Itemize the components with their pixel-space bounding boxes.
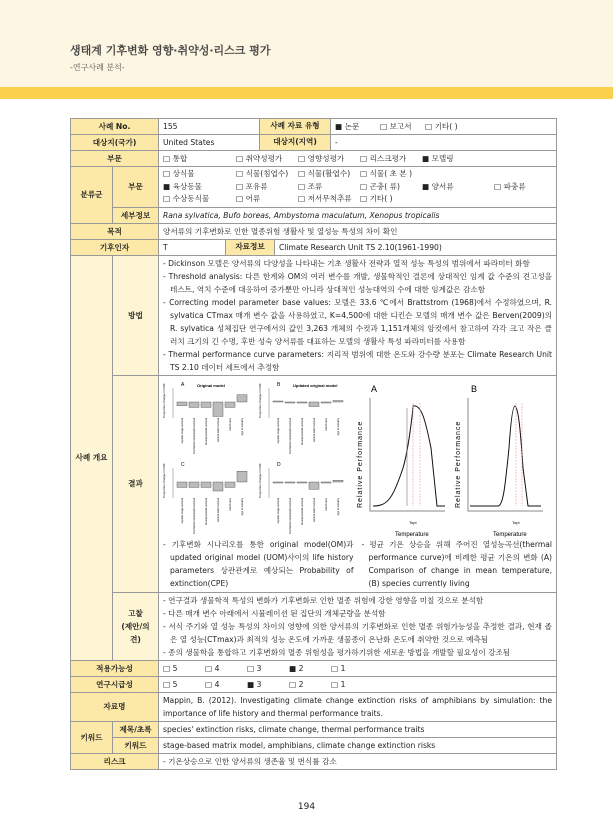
method-list bbox=[163, 257, 552, 374]
bar-tick-label: Aquatic stage survival bbox=[181, 417, 184, 443]
bar-tick-label: Overwinter metamorph survival bbox=[289, 417, 292, 454]
taxon-option: □ 식물(활엽수) bbox=[298, 169, 351, 178]
y-axis-label: Relative Performance bbox=[357, 420, 364, 508]
panel-title: Original model bbox=[197, 382, 226, 388]
discussion-list bbox=[163, 594, 552, 659]
taxon-option: □ 곤충( 류) bbox=[360, 181, 400, 191]
sector-option: □ 영향성평가 bbox=[298, 154, 345, 163]
label-taxon: 분류군 bbox=[71, 167, 113, 224]
cpe-bar-figure bbox=[161, 378, 353, 538]
case-table bbox=[70, 118, 557, 770]
method-item: - Thermal performance curve parameters: 지리적 범위에 대한 온도와 강수량 분포는 Climate Research Unit TS 2.10 데이터 세트에서 추정함 bbox=[163, 349, 552, 372]
purpose: 양서류의 기후변화로 인한 멸종위험 생활사 및 열성능 특성의 차이 확인 bbox=[159, 223, 557, 239]
method-item: - Correcting model parameter base values: 모델은 33.6 ℃에서 Brattstrom (1968)에서 수정하였으며, R. sylvatica CTmax 매개 변수 값을 사용하였고, K=4,500에 대한 디킨슨 모델의 매개 변수 값은 Berven(2009)의 R. sylvatica 성체집단 연구에서의 값인 3,263 개체의 수컷과 1,151개체의 암컷에서 참고하여 각각 크고 작은 클러치 크기의 긴 수명, 후반 성숙 양서류를 대표하는 모델의 생활사 특성 파라미터를 사용함 bbox=[163, 297, 552, 346]
cpe-bar bbox=[333, 400, 343, 401]
kw-keywords: stage-based matrix model, amphibians, climate change extinction risks bbox=[159, 737, 557, 753]
bar-tick-label: Clutch size bbox=[325, 417, 328, 431]
taxon-option: □ 저서무척추류 bbox=[298, 194, 352, 203]
page-title: 생태계 기후변화 영향·취약성·리스크 평가 bbox=[70, 44, 271, 57]
taxon-option: □ 조류 bbox=[298, 181, 323, 191]
sector-option: □ 리스크평가 bbox=[360, 154, 407, 163]
country: United States bbox=[163, 138, 215, 147]
label-country: 대상지(국가) bbox=[71, 135, 159, 151]
page-number: 194 bbox=[297, 802, 316, 812]
taxon-option: □ 파충류 bbox=[494, 181, 526, 191]
cpe-bar bbox=[273, 401, 283, 402]
bar-panel-d bbox=[258, 462, 343, 534]
panel-label: C bbox=[181, 461, 185, 468]
bar-tick-label: Age at maturity bbox=[337, 417, 340, 435]
type-option: ■ 논문 bbox=[335, 122, 360, 131]
panel-label: D bbox=[277, 461, 281, 468]
cpe-bar bbox=[201, 402, 211, 407]
cpe-bar bbox=[213, 402, 223, 416]
label-risk: 리스크 bbox=[71, 753, 159, 769]
bar-tick-label: Aquatic stage survival bbox=[277, 417, 280, 443]
label-data-info: 자료정보 bbox=[225, 240, 275, 255]
topt-label: Topt bbox=[512, 519, 520, 525]
label-climate: 기후인자 bbox=[71, 239, 159, 255]
y-axis-label: Proportion change in CPE bbox=[258, 462, 262, 498]
bar-panel-c bbox=[162, 462, 247, 534]
cpe-bar bbox=[273, 482, 283, 483]
kw-title: species' extinction risks, climate change, thermal performance traits bbox=[159, 721, 557, 737]
climate-factor: T bbox=[163, 242, 168, 252]
discussion-label: 고찰 bbox=[128, 608, 143, 618]
taxon-option: □ 수상동식물 bbox=[163, 194, 210, 203]
case-no: 155 bbox=[163, 122, 178, 131]
bar-tick-label: Annual adult survival bbox=[217, 417, 220, 442]
data-info: Climate Research Unit TS 2.10(1961-1990) bbox=[279, 242, 442, 252]
bar-tick-label: Annual adult survival bbox=[313, 417, 316, 442]
bar-panel-b bbox=[258, 382, 343, 454]
taxon-option: ■ 육상동물 bbox=[163, 181, 202, 191]
taxon-option: □ 식물( 초 본 ) bbox=[360, 169, 413, 178]
label-kw-kw: 키워드 bbox=[113, 737, 159, 753]
label-applicability: 적용가능성 bbox=[71, 660, 159, 676]
label-sector: 부문 bbox=[71, 151, 159, 167]
label-method: 방법 bbox=[113, 255, 159, 375]
y-axis-label: Proportion change in CPE bbox=[258, 382, 262, 418]
rating-option: □ 5 bbox=[163, 679, 178, 689]
y-axis-label: Proportion change in CPE bbox=[162, 462, 166, 498]
cpe-bar bbox=[177, 402, 187, 406]
bar-tick-label: Overwinter metamorph survival bbox=[193, 417, 196, 454]
bar-tick-label: Overwinter metamorph survival bbox=[193, 497, 196, 534]
label-source: 자료명 bbox=[71, 692, 159, 721]
bar-panel-a bbox=[162, 382, 247, 454]
rating-option: □ 5 bbox=[163, 663, 178, 673]
panel-label-b: B bbox=[471, 383, 478, 394]
cpe-bar bbox=[309, 482, 319, 489]
bar-tick-label: Clutch size bbox=[229, 497, 232, 511]
label-purpose: 목적 bbox=[71, 223, 159, 239]
cpe-bar bbox=[297, 402, 307, 403]
label-taxon-sector: 부문 bbox=[113, 167, 159, 208]
region: - bbox=[335, 138, 338, 147]
panel-title: Updated original model bbox=[293, 382, 338, 388]
bar-tick-label: Annual adult survival bbox=[313, 497, 316, 522]
cpe-bar bbox=[237, 394, 247, 401]
bar-tick-label: Annual juvenile survival bbox=[205, 497, 208, 525]
cpe-bar bbox=[309, 402, 319, 407]
sector-option: □ 통합 bbox=[163, 154, 188, 163]
cpe-bar bbox=[285, 402, 295, 403]
bar-tick-label: Clutch size bbox=[229, 417, 232, 431]
cpe-bar bbox=[321, 482, 331, 483]
thermal-performance-figure bbox=[353, 378, 553, 538]
taxon-option: ■ 양서류 bbox=[422, 181, 454, 191]
type-option: □ 보고서 bbox=[380, 122, 412, 131]
source: Mappin, B. (2012). Investigating climate change extinction risks of amphibians by simulation: the importance of life history and thermal performance traits. bbox=[159, 692, 557, 721]
page-subtitle: -연구사례 분석- bbox=[70, 63, 125, 72]
type-option: □ 기타( ) bbox=[425, 122, 458, 131]
cpe-bar bbox=[225, 402, 235, 407]
bar-tick-label: Clutch size bbox=[325, 497, 328, 511]
bar-tick-label: Overwinter metamorph survival bbox=[289, 497, 292, 534]
cpe-bar bbox=[297, 482, 307, 483]
cpe-bar bbox=[177, 482, 187, 487]
rating-option: □ 4 bbox=[205, 663, 220, 673]
taxon-option: □ 상식물 bbox=[163, 169, 195, 178]
header-band bbox=[0, 87, 613, 99]
result-caption-right: - 평균 기온 상승을 위해 주어진 열성능곡선(thermal performance curve)에 비례한 평균 기온의 변화 (A) Comparison of change in mean temperature, (B) species currently living bbox=[361, 539, 552, 588]
taxon-option: □ 어류 bbox=[236, 194, 261, 203]
cpe-bar bbox=[333, 480, 343, 482]
bar-tick-label: Annual adult survival bbox=[217, 497, 220, 522]
label-case-type: 사례 자료 유형 bbox=[259, 119, 331, 134]
rating-option: ■ 3 bbox=[247, 679, 262, 689]
taxon-option: □ 기타( ) bbox=[360, 194, 393, 203]
label-keywords: 키워드 bbox=[71, 721, 113, 753]
panel-label-a: A bbox=[371, 383, 378, 394]
bar-tick-label: Annual juvenile survival bbox=[301, 497, 304, 525]
discussion-item: - 다른 매개 변수 아래에서 시뮬레이션 된 집단의 개체군량을 분석함 bbox=[163, 608, 386, 618]
sector-option: □ 취약성평가 bbox=[236, 154, 283, 163]
bar-tick-label: Annual juvenile survival bbox=[205, 417, 208, 445]
y-axis-label: Relative Performance bbox=[455, 420, 462, 508]
topt-label: Topt bbox=[409, 519, 417, 525]
species-detail: Rana sylvatica, Bufo boreas, Ambystoma maculatum, Xenopus tropicalis bbox=[159, 207, 557, 223]
taxon-option: □ 식물(침엽수) bbox=[236, 169, 289, 178]
label-detail: 세부정보 bbox=[113, 207, 159, 223]
method-item: - Threshold analysis: 다른 한계와 OM의 여러 변수를 개발, 생물학적인 결론에 상대적인 임계 값 수준의 견고성을 테스트, 역치 수준에 대응하여 증가뿐만 아니라 상대적인 성능대역의 수에 대한 임계값은 감소함 bbox=[163, 271, 552, 294]
label-discussion bbox=[113, 592, 159, 660]
sector-option: ■ 모델링 bbox=[422, 154, 454, 163]
label-case-no: 사례 No. bbox=[71, 119, 159, 135]
rating-option: □ 4 bbox=[205, 679, 220, 689]
taxon-option: □ 포유류 bbox=[236, 181, 268, 191]
bar-tick-label: Age at maturity bbox=[337, 497, 340, 515]
bar-tick-label: Age at maturity bbox=[241, 497, 244, 515]
discussion-sublabel: (제안/의견) bbox=[121, 621, 150, 644]
cpe-bar bbox=[201, 482, 211, 487]
curve-a bbox=[373, 405, 445, 505]
x-axis-label: Temperature bbox=[493, 531, 527, 538]
cpe-bar bbox=[285, 482, 295, 483]
label-overview: 사례 개요 bbox=[71, 255, 113, 660]
label-kw-title: 제목/초록 bbox=[113, 721, 159, 737]
panel-label: A bbox=[181, 381, 185, 388]
curve-b bbox=[470, 406, 541, 506]
label-result: 결과 bbox=[113, 375, 159, 592]
y-axis-label: Proportion change in CPE bbox=[162, 382, 166, 418]
result-caption-left: - 기후변화 시나리오를 통한 original model(OM)과 updated original model (UOM)사이의 life history parameters 상관관계로 예상되는 Probability of extinction(CPE) bbox=[163, 539, 354, 588]
bar-tick-label: Annual juvenile survival bbox=[301, 417, 304, 445]
panel-label: B bbox=[277, 381, 281, 388]
bar-tick-label: Aquatic stage survival bbox=[277, 497, 280, 523]
cpe-bar bbox=[225, 482, 235, 487]
rating-option: □ 1 bbox=[331, 679, 346, 689]
cpe-bar bbox=[213, 482, 223, 491]
rating-option: ■ 2 bbox=[289, 663, 304, 673]
method-item: - Dickinson 모델은 양서류의 다양성을 나타내는 기초 생활사 전략과 열적 성능 특성의 범위에서 파라미터 화함 bbox=[163, 258, 530, 268]
bar-tick-label: Age at maturity bbox=[241, 417, 244, 435]
cpe-bar bbox=[321, 402, 331, 403]
label-region: 대상지(지역) bbox=[259, 135, 331, 150]
discussion-item: - 서식 주기와 열 성능 특성의 차이의 영향에 의한 양서류의 기후변화로 인한 멸종 위험가능성을 추정한 결과, 현재 좁은 열 성능(CTmax)과 최적의 성능 온도에 가까운 생물종이 온난화 온도에 취약한 것으로 예측됨 bbox=[163, 621, 552, 644]
rating-option: □ 2 bbox=[289, 679, 304, 689]
cpe-bar bbox=[189, 482, 199, 487]
discussion-item: - 연구결과 생물학적 특성의 변화가 기후변화로 인한 멸종 위험에 강한 영향을 미칠 것으로 분석함 bbox=[163, 595, 484, 605]
rating-option: □ 1 bbox=[331, 663, 346, 673]
bar-tick-label: Aquatic stage survival bbox=[181, 497, 184, 523]
label-urgency: 연구시급성 bbox=[71, 676, 159, 692]
cpe-bar bbox=[189, 402, 199, 407]
cpe-bar bbox=[237, 471, 247, 482]
discussion-item: - 종의 생물학을 통합하고 기후변화의 멸종 위험성을 평가하기위한 새로운 방법을 개발할 필요성이 강조됨 bbox=[163, 647, 511, 657]
x-axis-label: Temperature bbox=[395, 531, 429, 538]
rating-option: □ 3 bbox=[247, 663, 262, 673]
risk: - 기온상승으로 인한 양서류의 생존율 및 번식률 감소 bbox=[159, 753, 557, 769]
